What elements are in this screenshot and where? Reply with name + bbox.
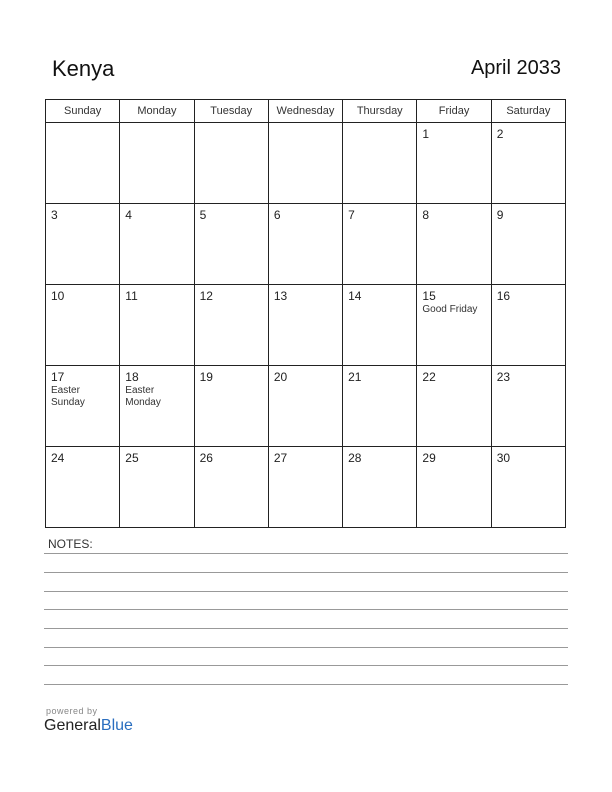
note-line (44, 665, 568, 666)
day-number: 8 (422, 208, 430, 222)
day-cell (268, 447, 342, 528)
note-line (44, 628, 568, 629)
day-cell (46, 366, 120, 447)
day-cell (120, 204, 194, 285)
weekday-header: Saturday (491, 100, 565, 123)
day-number: 9 (496, 208, 504, 222)
day-cell (417, 204, 491, 285)
day-cell (268, 285, 342, 366)
note-line (44, 553, 568, 554)
day-number: 21 (348, 370, 362, 384)
day-number: 7 (348, 208, 355, 222)
note-line (44, 591, 568, 592)
day-cell (491, 447, 565, 528)
weekday-header-row (46, 100, 566, 123)
day-number: 26 (199, 451, 213, 465)
day-cell (268, 366, 342, 447)
week-row (46, 123, 566, 204)
week-row (46, 366, 566, 447)
day-cell (417, 285, 491, 366)
calendar-grid (45, 99, 566, 528)
day-number: 24 (51, 451, 65, 465)
day-number: 17 (51, 370, 65, 384)
day-number: 2 (496, 127, 504, 141)
day-number: 10 (51, 289, 65, 303)
day-cell (343, 447, 417, 528)
day-number: 19 (199, 370, 213, 384)
day-cell (491, 123, 565, 204)
notes-label: NOTES: (48, 537, 93, 551)
day-cell (120, 123, 194, 204)
day-number: 6 (273, 208, 281, 222)
day-number: 29 (422, 451, 436, 465)
day-cell (46, 285, 120, 366)
day-cell (268, 123, 342, 204)
weekday-header: Tuesday (194, 100, 268, 123)
day-number: 22 (422, 370, 436, 384)
day-cell (46, 123, 120, 204)
holiday-label: Easter Sunday (51, 385, 85, 408)
week-row (46, 204, 566, 285)
day-cell (417, 447, 491, 528)
note-line (44, 684, 568, 685)
day-cell (120, 285, 194, 366)
day-number: 15 (422, 289, 436, 303)
day-cell (491, 204, 565, 285)
day-cell (46, 447, 120, 528)
note-line (44, 609, 568, 610)
brand-general: General (44, 717, 101, 734)
day-number: 14 (348, 289, 362, 303)
country-title: Kenya (52, 56, 115, 81)
note-line (44, 647, 568, 648)
day-number: 4 (125, 208, 132, 222)
day-number: 27 (273, 451, 288, 465)
day-number: 28 (348, 451, 362, 465)
day-cell (417, 123, 491, 204)
brand-blue: Blue (100, 717, 133, 734)
note-line (44, 572, 568, 573)
holiday-label: Good Friday (422, 304, 478, 315)
day-cell (194, 123, 268, 204)
day-number: 23 (496, 370, 511, 384)
day-cell (491, 285, 565, 366)
day-cell (194, 366, 268, 447)
day-number: 11 (125, 289, 138, 303)
month-year-title: April 2033 (470, 57, 561, 79)
day-number: 1 (422, 127, 430, 141)
day-cell (343, 204, 417, 285)
day-cell (343, 123, 417, 204)
powered-by-text: powered by (46, 706, 98, 716)
day-number: 25 (125, 451, 139, 465)
weekday-header: Wednesday (268, 100, 342, 123)
day-number: 20 (273, 370, 288, 384)
day-number: 30 (496, 451, 511, 465)
day-cell (194, 447, 268, 528)
day-cell (194, 204, 268, 285)
day-number: 16 (496, 289, 511, 303)
brand-logo (44, 717, 133, 735)
day-cell (120, 366, 194, 447)
day-cell (120, 447, 194, 528)
day-cell (343, 366, 417, 447)
day-number: 13 (273, 289, 288, 303)
day-number: 18 (125, 370, 139, 384)
weekday-header: Friday (417, 100, 491, 123)
week-row (46, 285, 566, 366)
weekday-header: Sunday (46, 100, 120, 123)
day-cell (268, 204, 342, 285)
day-number: 12 (199, 289, 213, 303)
day-cell (417, 366, 491, 447)
week-row (46, 447, 566, 528)
holiday-label: Easter Monday (125, 385, 161, 408)
day-cell (343, 285, 417, 366)
day-cell (491, 366, 565, 447)
weekday-header: Monday (120, 100, 194, 123)
day-cell (194, 285, 268, 366)
day-number: 5 (199, 208, 207, 222)
day-number: 3 (51, 208, 58, 222)
day-cell (46, 204, 120, 285)
weekday-header: Thursday (343, 100, 417, 123)
